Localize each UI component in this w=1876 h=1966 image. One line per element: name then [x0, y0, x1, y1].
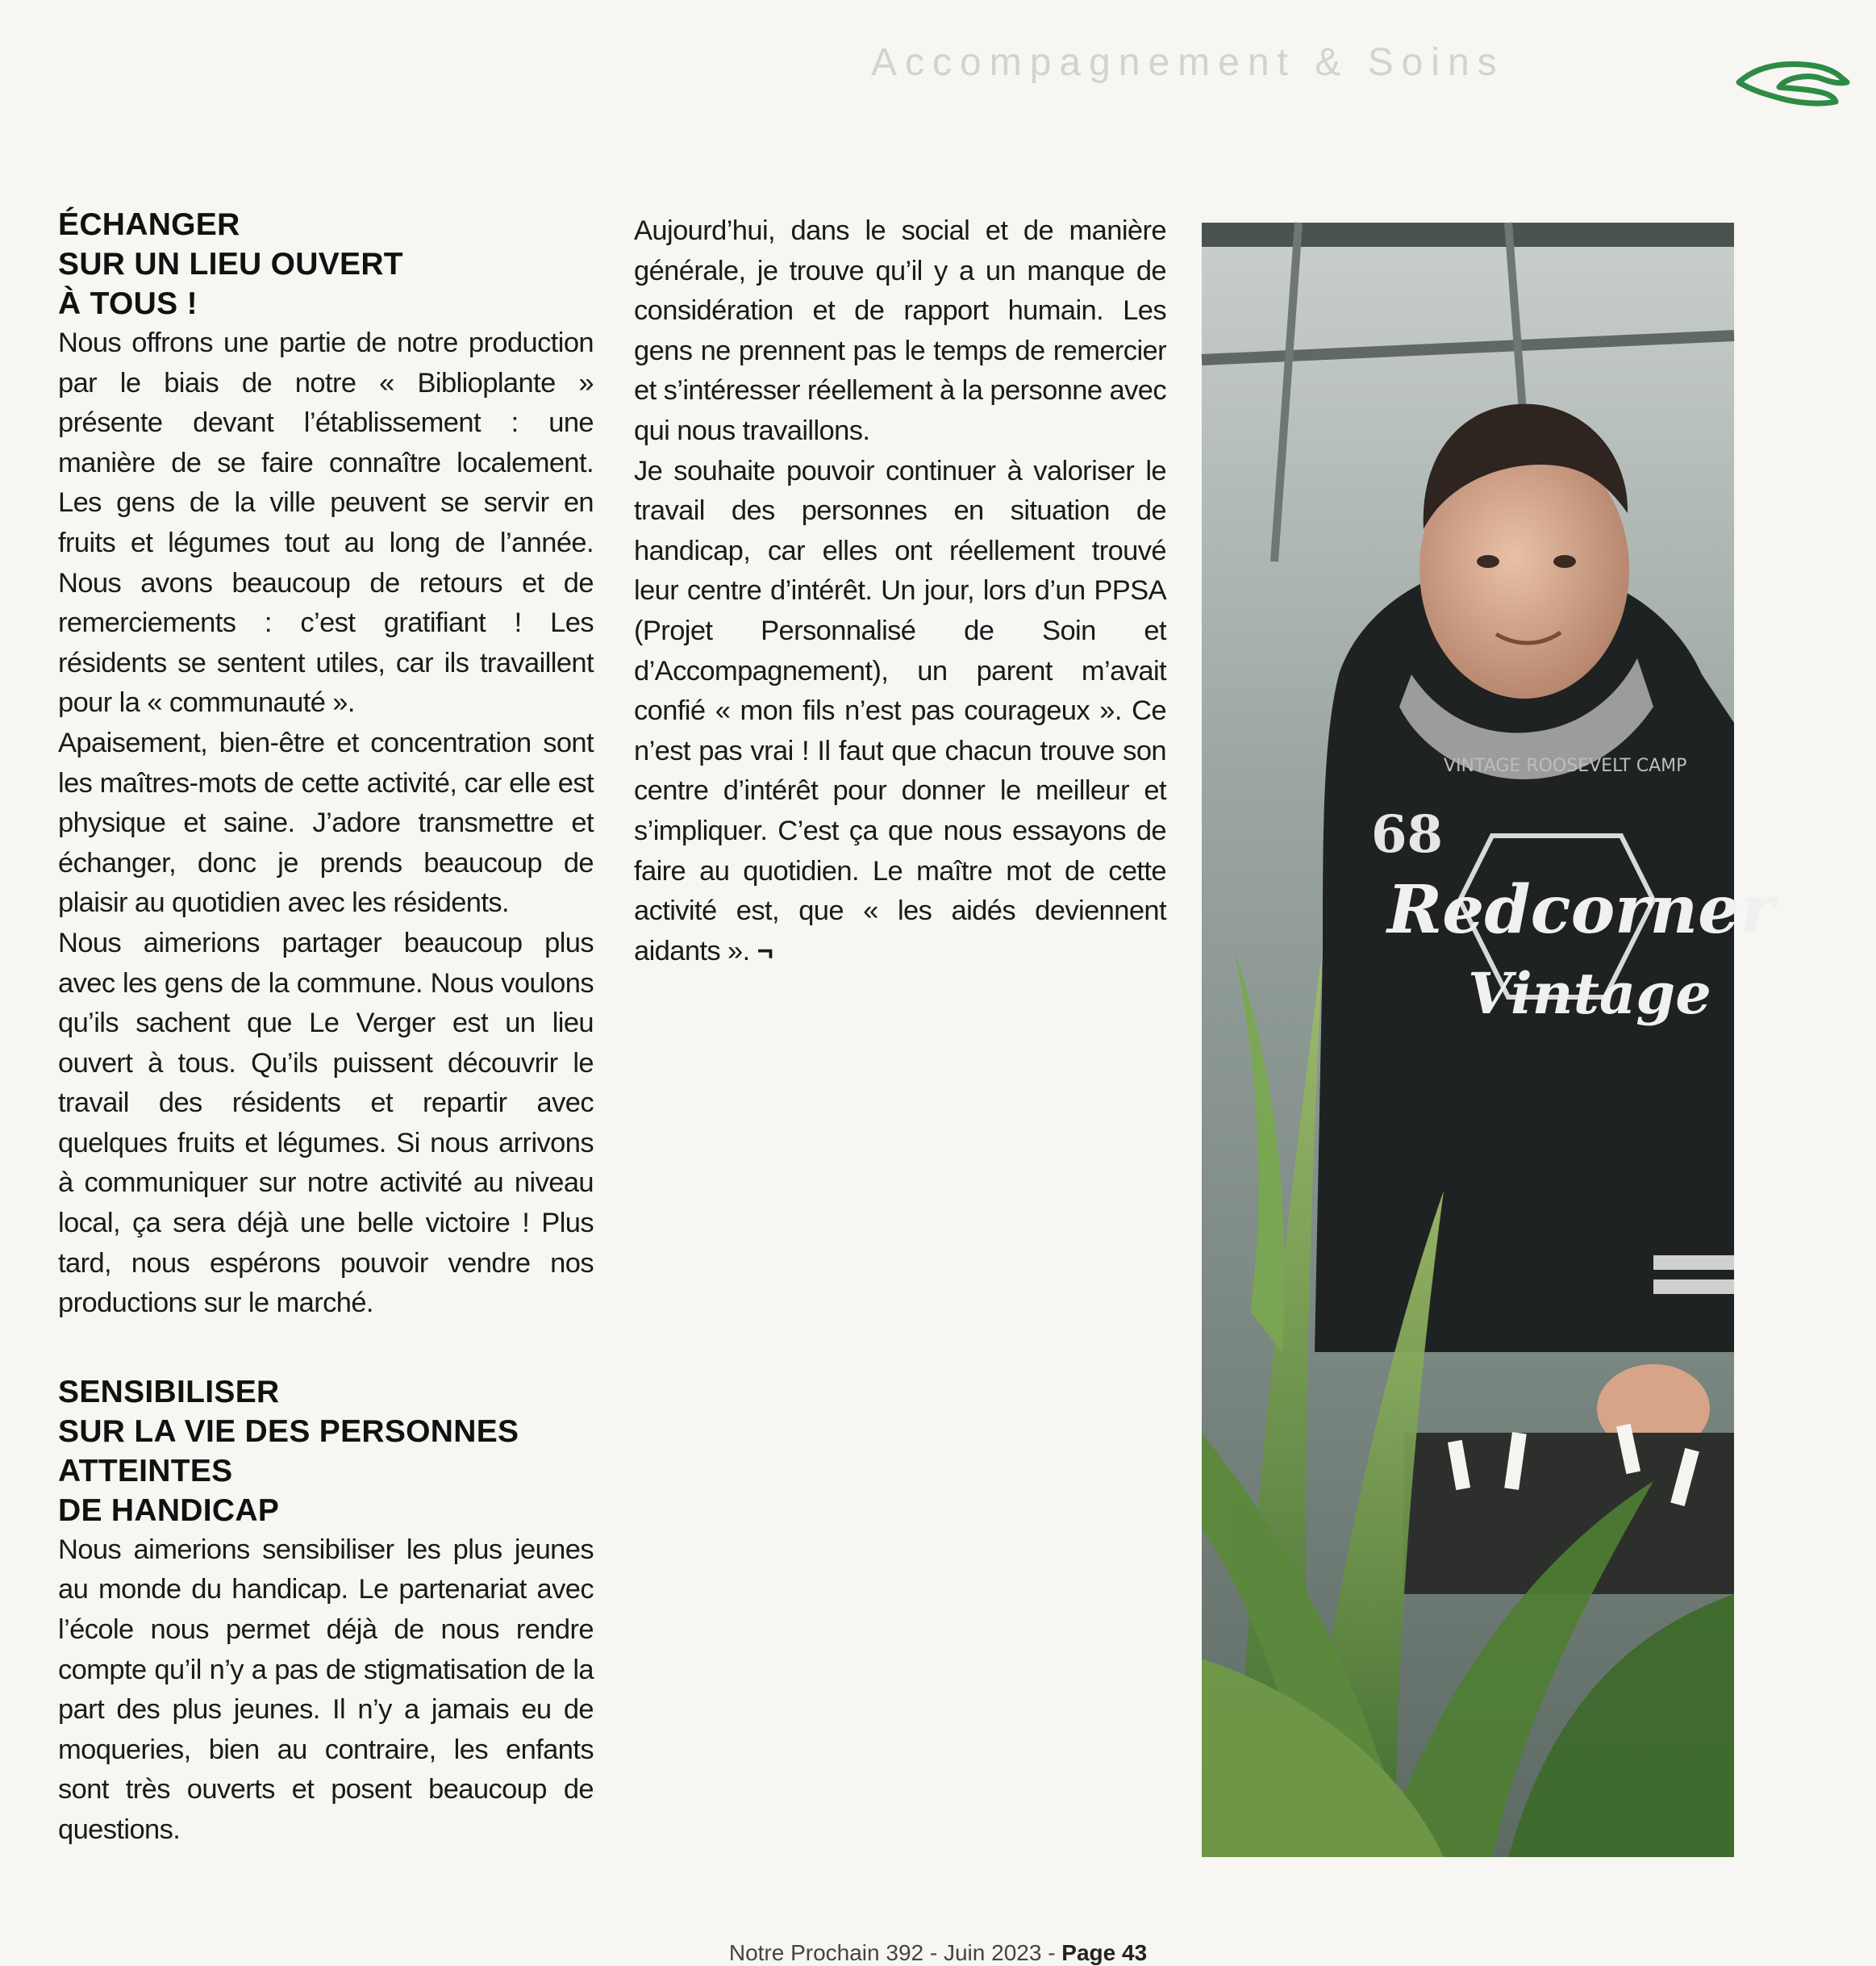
heading-line: DE HANDICAP	[58, 1492, 280, 1528]
paragraph: Aujourd’hui, dans le social et de manière générale, je trouve qu’il y a un manque de considération et de rapport humain. Les gens ne prennent pas le temps de remercier et s’intéresser réellement à la personne avec qui nous travaillons.	[634, 215, 1166, 446]
portrait-photo	[1202, 223, 1775, 1857]
publication-info: Notre Prochain 392 - Juin 2023 -	[728, 1940, 1062, 1965]
heading-line: SUR LA VIE DES PERSONNES	[58, 1413, 519, 1449]
paragraph: Nous aimerions partager beaucoup plus avec les gens de la commune. Nous voulons qu’ils sachent que Le Verger est un lieu ouvert à tous. Qu’ils puissent découvrir le travail des résidents et repartir avec quelques fruits et légumes. Si nous arrivons à communiquer sur notre activité au niveau local, ça sera déjà une belle victoire ! Plus tard, nous espérons pouvoir vendre nos productions sur le marché.	[58, 927, 594, 1319]
section-heading-echanger	[58, 205, 594, 323]
paragraph-text: Je souhaite pouvoir continuer à valoriser le travail des personnes en situation de handicap, car elles ont réellement trouvé leur centre d’intérêt. Un jour, lors d’un PPSA (Projet Personnalisé de Soin et d’Accompagnement), un parent m’avait confié « mon fils n’est pas courageux ». Ce n’est pas vrai ! Il faut que chacun trouve son centre d’intérêt pour donner le meilleur et s’impliquer. C’est ça que nous essayons de faire au quotidien. Le maître mot de cette activité est, que « les aidés deviennent aidants ».	[634, 455, 1166, 966]
hoodie-tagline: VINTAGE ROOSEVELT CAMP	[1444, 756, 1687, 776]
paragraph: Nous offrons une partie de notre production par le biais de notre « Biblioplante » présente devant l’établissement : une manière de se faire connaître localement. Les gens de la ville peuvent se servir en fruits et légumes tout au long de l’année. Nous avons beaucoup de retours et de remerciements : c’est gratifiant ! Les résidents se sentent utiles, car ils travaillent pour la « communauté ».	[58, 328, 594, 719]
left-column	[58, 205, 594, 1851]
hoodie-brand: Redcorner	[1387, 871, 1775, 949]
paragraph-with-endmark	[634, 452, 1166, 972]
heading-line: À TOUS !	[58, 286, 198, 321]
end-of-article-mark: ¬	[757, 935, 773, 966]
hoodie-brand-sub: Vintage	[1468, 960, 1711, 1027]
paragraph: Nous aimerions sensibiliser les plus jeunes au monde du handicap. Le partenariat avec l’école nous permet déjà de nous rendre compte qu’il n’y a pas de stigmatisation de la part des plus jeunes. Il n’y a jamais eu de moqueries, bien au contraire, les enfants sont très ouverts et posent beaucoup de questions.	[58, 1534, 594, 1845]
hoodie-number: 68	[1371, 804, 1444, 865]
section-heading-sensibiliser	[58, 1372, 594, 1530]
section-header: Accompagnement & Soins	[871, 41, 1505, 84]
heading-line: ATTEINTES	[58, 1453, 233, 1488]
page-number: Page 43	[1061, 1940, 1148, 1965]
photo-illustration	[1202, 223, 1775, 1857]
heading-line: SUR UN LIEU OUVERT	[58, 247, 403, 282]
heading-line: SENSIBILISER	[58, 1374, 280, 1409]
middle-column	[634, 211, 1166, 971]
helping-hand-logo-icon	[1732, 48, 1853, 113]
paragraph: Apaisement, bien-être et concentration sont les maîtres-mots de cette activité, car elle est physique et saine. J’adore transmettre et échanger, donc je prends beaucoup de plaisir au quotidien avec les résidents.	[58, 727, 594, 919]
page-footer	[0, 1940, 1876, 1966]
heading-line: ÉCHANGER	[58, 207, 240, 242]
